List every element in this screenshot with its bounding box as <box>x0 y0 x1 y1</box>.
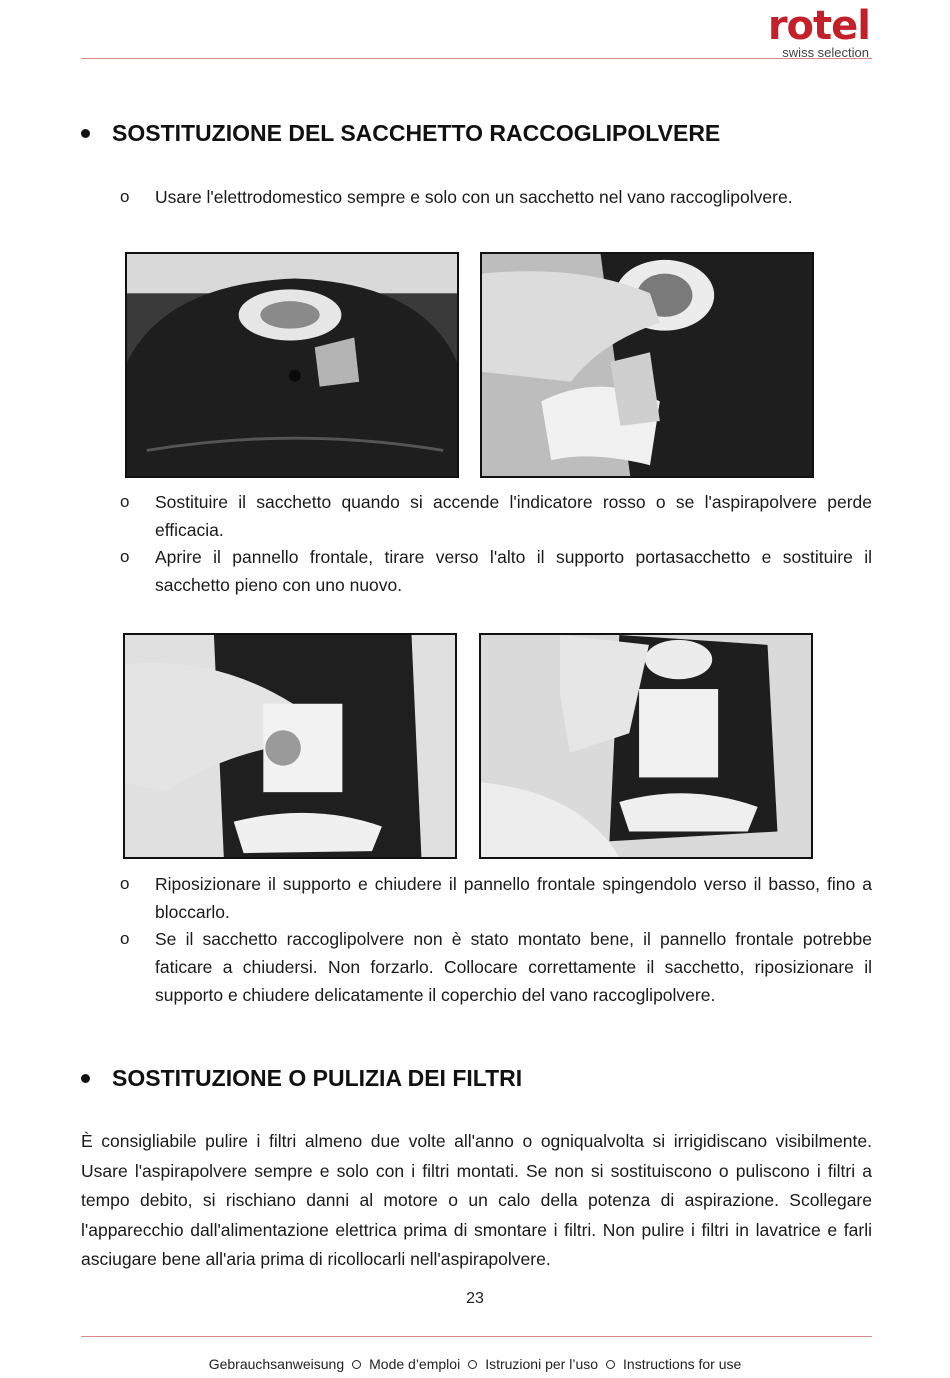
list-marker: o <box>120 547 130 566</box>
circle-separator-icon <box>606 1360 615 1369</box>
section-heading-filters <box>81 1063 522 1093</box>
bullet-icon <box>81 1074 90 1083</box>
bullet-icon <box>81 129 90 138</box>
circle-separator-icon <box>468 1360 477 1369</box>
logo-tagline: swiss selection <box>782 45 869 60</box>
footer-languages <box>0 1356 950 1372</box>
list-item <box>120 870 872 926</box>
list-marker: o <box>120 929 130 948</box>
list-item-text: Se il sacchetto raccoglipolvere non è stato montato bene, il pannello frontale potrebbe faticare a chiudersi. Non forzarlo. Collocare correttamente il sacchetto, riposizionare il supporto e chiudere delicatamente il coperchio del vano raccoglipolvere. <box>155 929 872 1005</box>
circle-separator-icon <box>352 1360 361 1369</box>
photo-vacuum-top <box>125 252 459 478</box>
photo-bag-removal <box>123 633 457 859</box>
list-item <box>120 543 872 599</box>
page-number: 23 <box>466 1290 484 1307</box>
list-marker: o <box>120 187 130 206</box>
section-title: SOSTITUZIONE DEL SACCHETTO RACCOGLIPOLVERE <box>112 120 721 146</box>
footer-item-it: Istruzioni per l’uso <box>485 1356 599 1372</box>
section-title: SOSTITUZIONE O PULIZIA DEI FILTRI <box>112 1065 523 1091</box>
list-marker: o <box>120 492 130 511</box>
logo-wordmark: rotel <box>767 3 870 49</box>
list-item-text: Sostituire il sacchetto quando si accende l'indicatore rosso o se l'aspirapolvere perde efficacia. <box>155 492 872 540</box>
list-item <box>120 488 872 544</box>
list-item <box>120 925 872 1009</box>
list-item <box>120 183 872 211</box>
photo-bag-insert <box>479 633 813 859</box>
list-item-text: Usare l'elettrodomestico sempre e solo con un sacchetto nel vano raccoglipolvere. <box>155 187 793 207</box>
filters-paragraph: È consigliabile pulire i filtri almeno due volte all'anno o ogniqualvolta si irrigidiscano visibilmente. Usare l'aspirapolvere sempre e solo con i filtri montati. Se non si sostituiscono o puliscono i filtri a tempo debito, si rischiano danni al motore o un calo della potenza di aspirazione. Scollegare l'apparecchio dall'alimentazione elettrica prima di smontare i filtri. Non pulire i filtri in lavatrice e farli asciugare bene all'aria prima di ricollocarli nell'aspirapolvere. <box>81 1131 872 1269</box>
list-item-text: Aprire il pannello frontale, tirare verso l'alto il supporto portasacchetto e sostituire il sacchetto pieno con uno nuovo. <box>155 547 872 595</box>
footer-item-en: Instructions for use <box>623 1356 742 1372</box>
section-heading-bag <box>81 118 720 148</box>
list-marker: o <box>120 874 130 893</box>
footer-item-fr: Mode d’emploi <box>369 1356 461 1372</box>
footer-item-de: Gebrauchsanweisung <box>208 1356 345 1372</box>
list-item-text: Riposizionare il supporto e chiudere il pannello frontale spingendolo verso il basso, fino a bloccarlo. <box>155 874 872 922</box>
header-rule <box>81 58 872 59</box>
brand-logo <box>724 3 870 60</box>
photo-open-panel <box>480 252 814 478</box>
footer-rule <box>81 1336 872 1337</box>
